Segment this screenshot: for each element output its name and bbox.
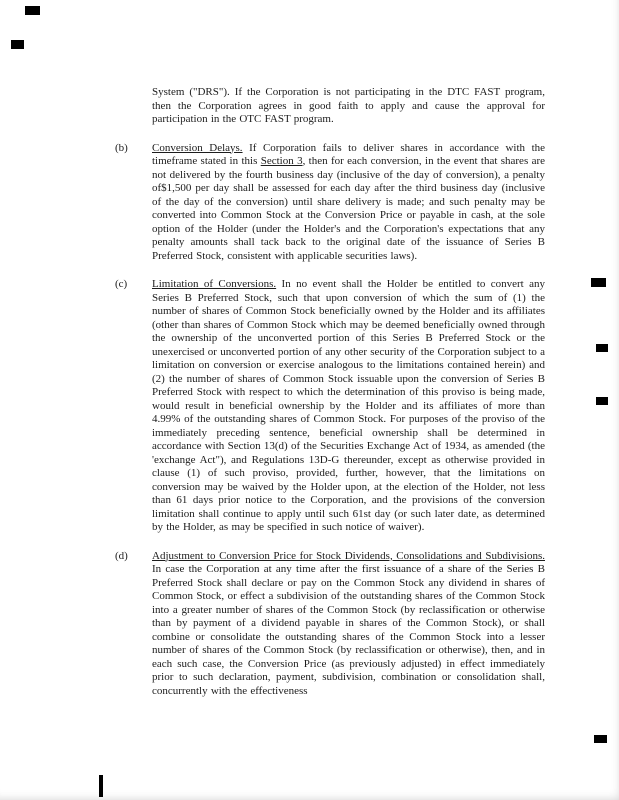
scan-mark-right-4 [594,735,607,743]
scan-mark-bottom-left [99,775,103,797]
text-run: System ("DRS"). If the Corporation is not participating in the DTC FAST program, then the Corporation agrees in good faith to apply and cause the approval for participation in the OTC FAST program. [152,86,545,125]
paragraph [115,550,545,699]
underlined-heading-text: Limitation of Conversions. [152,278,277,290]
paragraph-text [152,550,545,699]
paragraph-label: (d) [115,549,128,562]
scan-mark-right-3 [596,397,608,405]
underlined-heading-text: Conversion Delays. [152,141,243,154]
scan-mark-left-upper [11,40,24,49]
underlined-heading-text: Section 3 [260,155,303,167]
underlined-heading-text: Adjustment to Conversion Price for Stock Dividends, Consolidations and Subdivisions. [152,549,545,562]
paragraph-label: (b) [115,141,128,154]
paragraph-label: (c) [115,278,128,290]
scan-mark-right-1 [591,278,606,287]
paragraph-text [152,86,545,127]
paragraph-text [152,278,545,535]
scan-mark-right-2 [596,344,608,352]
text-run: In case the Corporation at any time after the first issuance of a share of the Series B Preferred Stock shall declare or pay on the Common Stock any dividend in shares of Common Stock, or effect a subdivision of the outstanding shares of the Common Stock into a greater number of shares of the Common Stock (by reclassification or otherwise than by payment of a dividend payable in shares of the Common Stock), or shall combine or consolidate the outstanding shares of the Common Stock into a lesser number of shares of the Common Stock (by reclassification or otherwise), then, and in each such case, the Conversion Price (as previously adjusted) in effect immediately prior to such declaration, payment, subdivision, combination or consolidation shall, concurrently with the effectiveness [152,563,545,697]
text-run: In no event shall the Holder be entitled to convert any Series B Preferred Stock, such that upon conversion of which the sum of (1) the number of shares of Common Stock beneficially owned by the Holder and its affiliates (other than shares of Common Stock which may be deemed beneficially owned through the ownership of the unconverted portion of this Series B Preferred Stock or the unexercised or unconverted portion of any other security of the Corporation subject to a limitation on conversion or exercise analogous to the limitations contained herein) and (2) the number of shares of Common Stock issuable upon the conversion of Series B Preferred Stock with respect to which the determination of this proviso is being made, would result in beneficial ownership by the Holder and its affiliates of more than 4.99% of the outstanding shares of Common Stock. For purposes of the proviso of the immediately preceding sentence, beneficial ownership shall be determined in accordance with Section 13(d) of the Securities Exchange Act of 1934, as amended (the 'exchange Act"), and Regulations 13D-G thereunder, except as otherwise provided in clause (1) of such proviso, provided, further, however, that the limitations on conversion may be waived by the Holder upon, at the election of the Holder, not less than 61 days prior notice to the Corporation, and the provisions of the conversion limitation shall continue to apply until such 61st day (or such later date, as determined by the Holder, as may be specified in such notice of waiver). [152,278,545,533]
paragraph-text [152,142,545,264]
scan-mark-top-left [25,6,40,15]
paragraph [115,142,545,264]
paragraph-label [115,86,152,127]
text-run: If Corporation fails to deliver shares in accordance with the timeframe stated in this [152,141,546,167]
paragraph [115,278,545,535]
paragraph [115,86,545,127]
text-run: , then for each conversion, in the event that shares are not delivered by the fourth business day (inclusive of the day of conversion), a penalty of$1,500 per day shall be assessed for each day after the third business day (inclusive of the day of the conversion) until share delivery is made; and such penalty may be converted into Common Stock at the Conversion Price or payable in cash, at the sole option of the Holder (under the Holder's and the Corporation's expectations that any penalty amounts shall tack back to the original date of the issuance of Series B Preferred Stock, consistent with applicable securities laws). [152,155,546,262]
document-body [115,86,545,713]
